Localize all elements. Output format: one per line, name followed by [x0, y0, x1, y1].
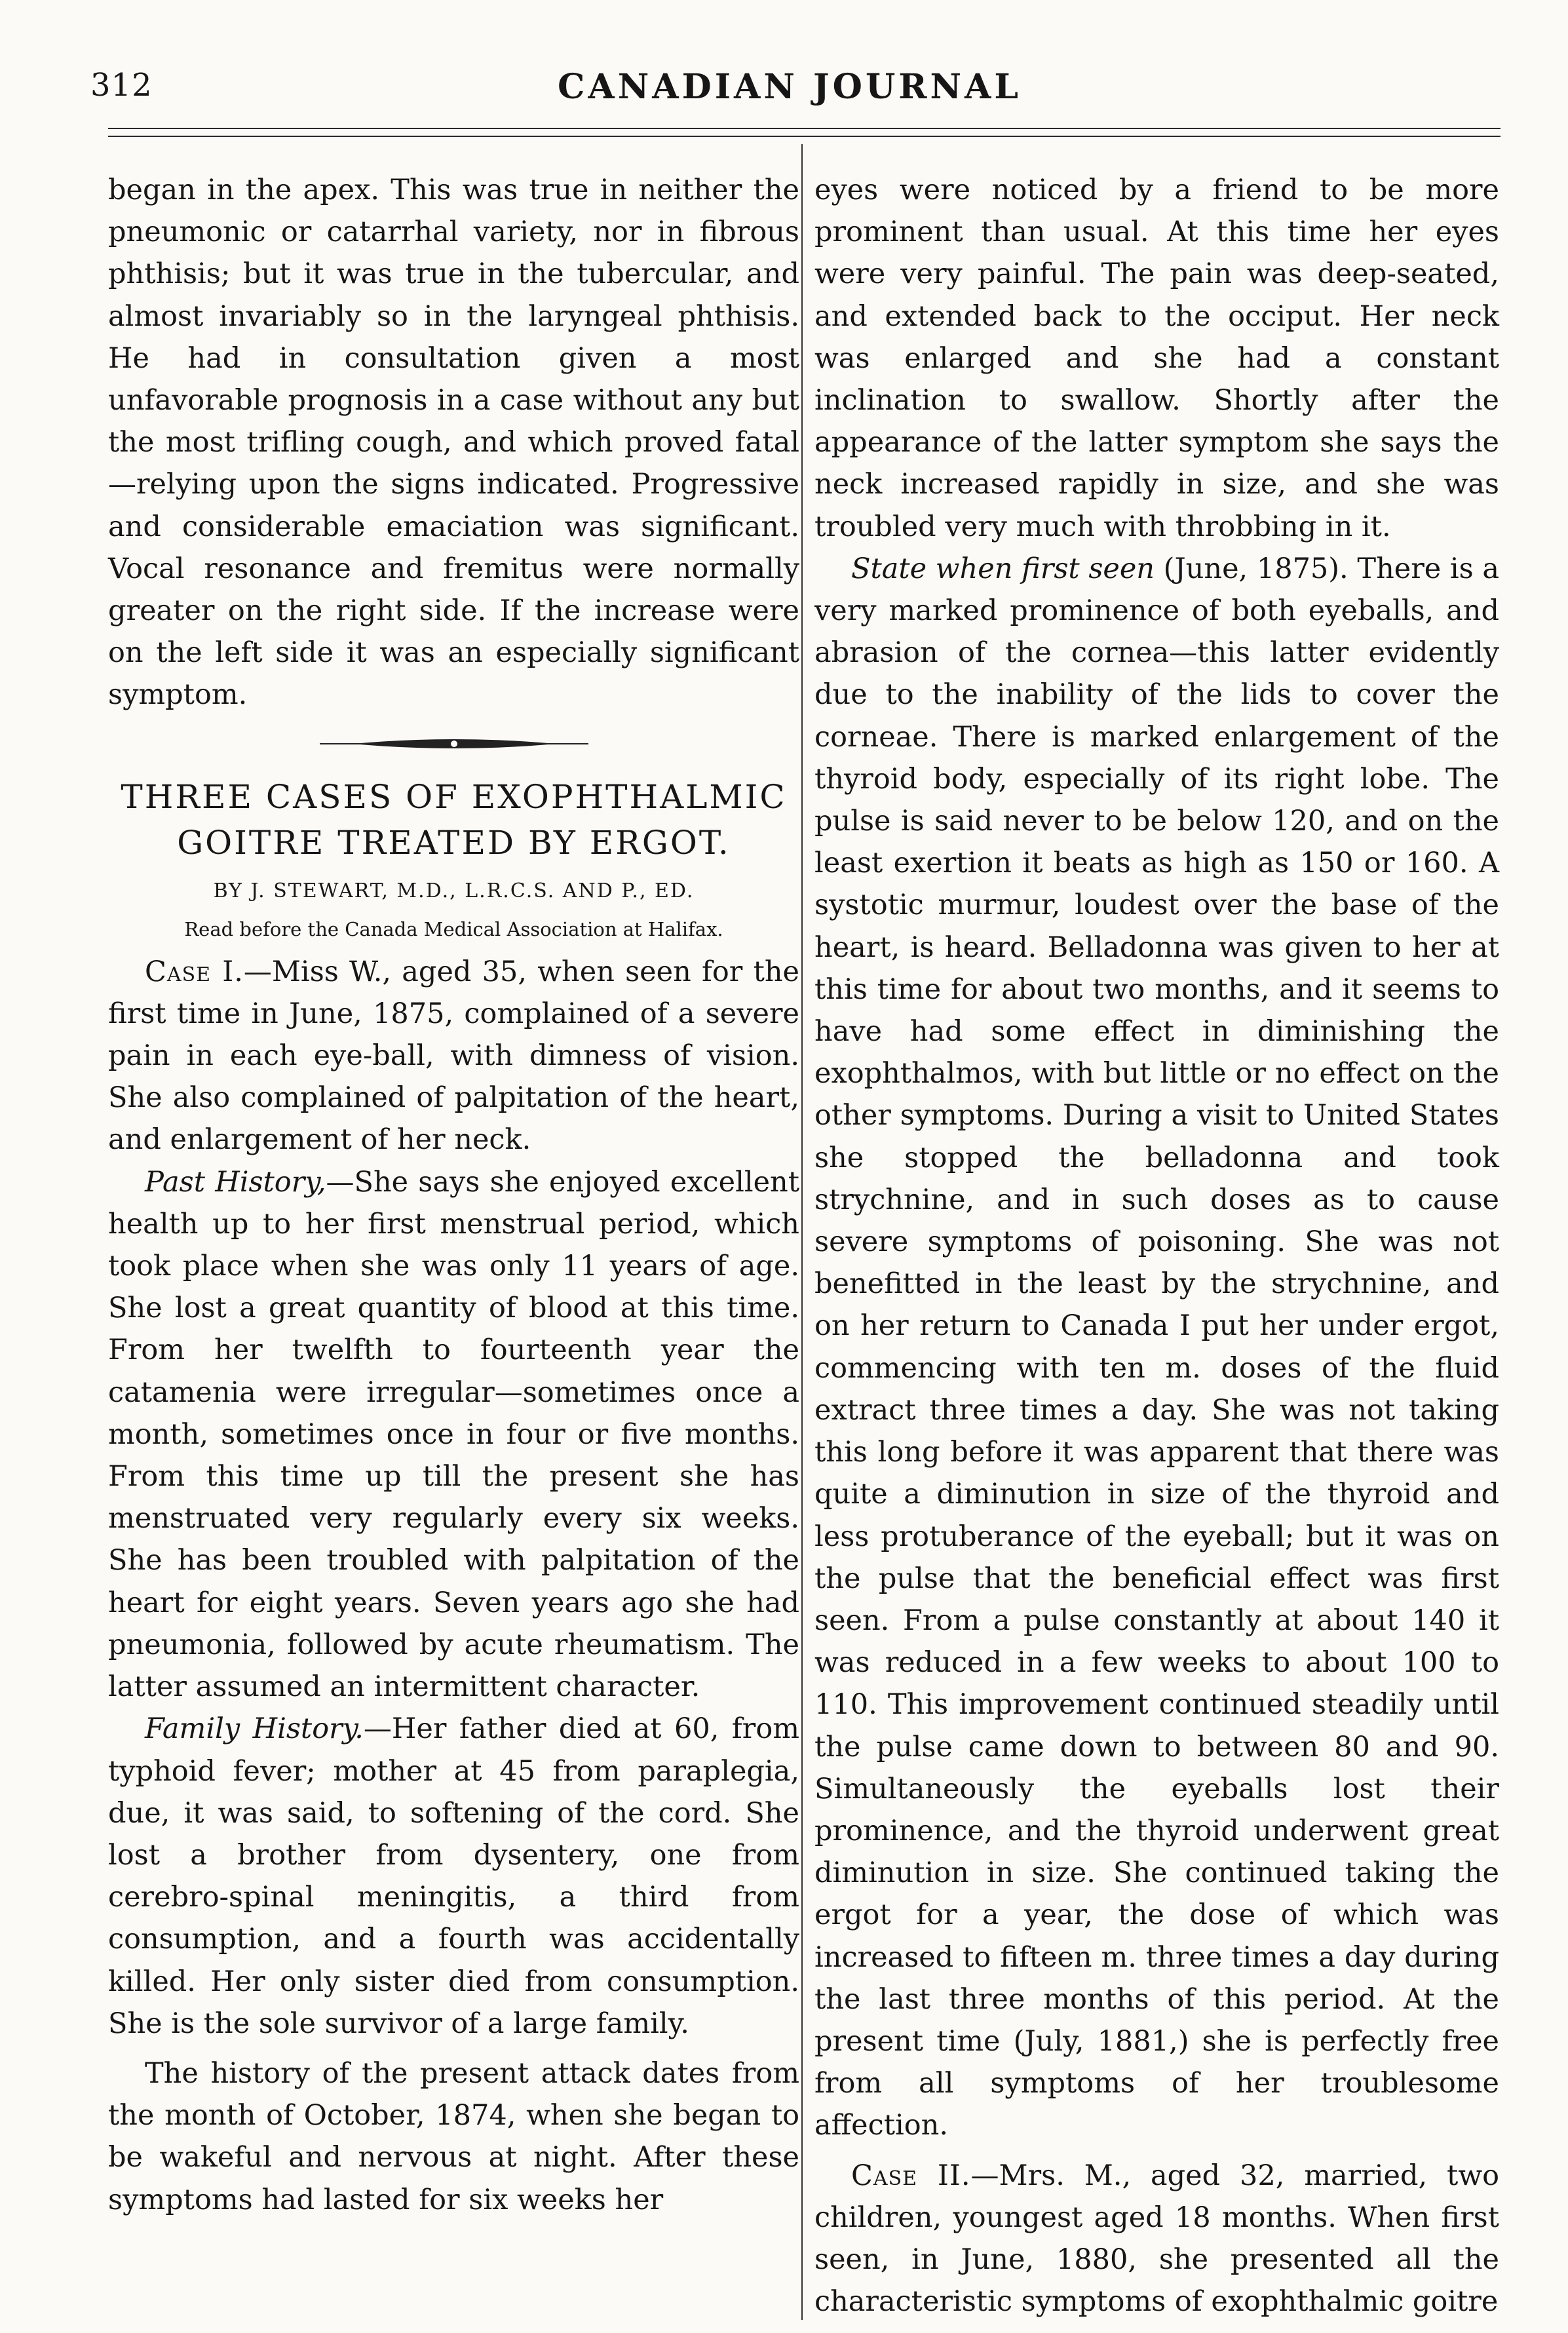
section-label: Past History,: [145, 1165, 326, 1199]
section-label: Family History.: [145, 1712, 364, 1746]
running-head: CANADIAN JOURNAL: [558, 67, 1022, 107]
family-history-paragraph: [108, 1708, 799, 2045]
case-1-paragraph: [108, 951, 799, 1161]
article-title: THREE CASES OF EXOPHTHALMIC GOITRE TREATED BY ERGOT.: [121, 777, 787, 862]
case-label: Case II.: [851, 2159, 971, 2192]
section-ornament: [313, 731, 595, 757]
paragraph: began in the apex. This was true in neither the pneumonic or catarrhal variety, nor in fibrous phthisis; but it was true in the tubercular, and almost invariably so in the laryngeal phthisis. He had in consultation given a most unfavorable prognosis in a case without any but the most trifling cough, and which proved fatal—relying upon the signs indicated. Progressive and considerable emaciation was significant. Vocal resonance and fremitus were normally greater on the right side. If the increase were on the left side it was an especially significant symptom.: [108, 174, 799, 712]
right-column: [814, 169, 1499, 2323]
article-byline: BY J. STEWART, M.D., L.R.C.S. AND P., ED.: [213, 879, 695, 902]
section-text: (June, 1875). There is a very marked prominence of both eyeballs, and abrasion of the cornea—this latter evidently due to the inability of the lids to cover the corneae. There is marked enlargement of the thyroid body, especially of its right lobe. The pulse is said never to be below 120, and on the least exertion it beats as high as 150 or 160. A systotic murmur, loudest over the base of the heart, is heard. Belladonna was given to her at this time for about two months, and it seems to have had some effect in diminishing the exophthalmos, with but little or no effect on the other symptoms. During a visit to United States she stopped the belladonna and took strychnine, and in such doses as to cause severe symptoms of poisoning. She was not benefitted in the least by the strychnine, and on her return to Canada I put her under ergot, commencing with ten m. doses of the fluid extract three times a day. She was not taking this long before it was apparent that there was quite a diminution in size of the thyroid and less protuberance of the eyeball; but it was on the pulse that the beneficial effect was first seen. From a pulse constantly at about 140 it was reduced in a few weeks to about 100 to 110. This improvement continued steadily until the pulse came down to between 80 and 90. Simultaneously the eyeballs lost their prominence, and the thyroid underwent great diminution in size. She continued taking the ergot for a year, the dose of which was increased to fifteen m. three times a day during the last three months of this period. At the present time (July, 1881,) she is perfectly free from all symptoms of her troublesome affection.: [814, 552, 1500, 2142]
column-divider: [801, 144, 803, 2320]
present-attack-paragraph: The history of the present attack dates from the month of October, 1874, when she began to be wakeful and nervous at night. After these symptoms had lasted for six weeks her: [108, 2056, 799, 2216]
page-header: [79, 63, 1501, 115]
paragraph: eyes were noticed by a friend to be more prominent than usual. At this time her eyes were very painful. The pain was deep-seated, and extended back to the occiput. Her neck was enlarged and she had a constant inclination to swallow. Shortly after the appearance of the latter symptom she says the neck increased rapidly in size, and she was troubled very much with throbbing in it.: [814, 174, 1499, 543]
section-label: State when first seen: [851, 552, 1155, 585]
section-text: —Her father died at 60, from typhoid fever; mother at 45 from paraplegia, due, it was said, to softening of the cord. She lost a brother from dysentery, one from cerebro-spinal meningitis, a third from consumption, and a fourth was accidentally killed. Her only sister died from consumption. She is the sole survivor of a large family.: [108, 1712, 799, 2040]
left-column: [108, 169, 799, 2221]
case-text: —Mrs. M., aged 32, married, two children, youngest aged 18 months. When first seen, in June, 1880, she presented all the characteristic symptoms of exophthalmic goitre: [814, 2159, 1500, 2319]
case-text: —Miss W., aged 35, when seen for the first time in June, 1875, complained of a severe pain in each eye-ball, with dimness of vision. She also complained of palpitation of the heart, and enlargement of her neck.: [108, 955, 799, 1157]
header-rule: [108, 128, 1501, 129]
case-2-paragraph: [814, 2155, 1499, 2323]
past-history-paragraph: [108, 1161, 799, 1708]
header-rule: [108, 136, 1501, 137]
section-text: —She says she enjoyed excellent health up to her first menstrual period, which took place when she was only 11 years of age. She lost a great quantity of blood at this time. From her twelfth to fourteenth year the catamenia were irregular—sometimes once a month, sometimes once in four or five months. From this time up till the present she has menstruated very regularly every six weeks. She has been troubled with palpitation of the heart for eight years. Seven years ago she had pneumonia, followed by acute rheumatism. The latter assumed an intermittent character.: [108, 1165, 799, 1704]
presentation-note: Read before the Canada Medical Association at Halifax.: [184, 917, 723, 940]
page-number: 312: [90, 67, 153, 104]
state-when-first-seen-paragraph: [814, 548, 1499, 2147]
case-label: Case I.: [145, 955, 244, 988]
